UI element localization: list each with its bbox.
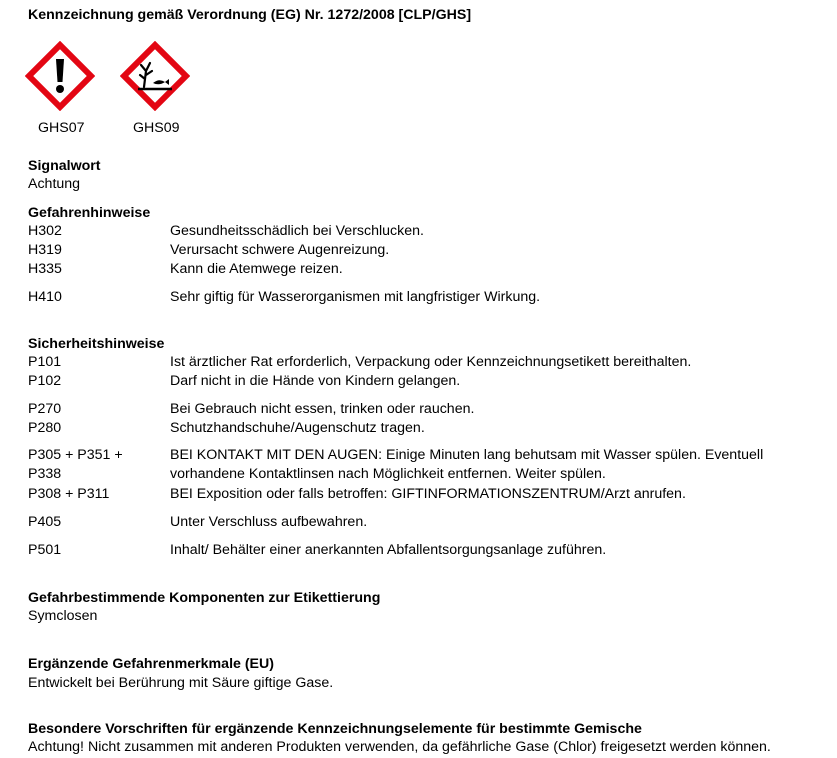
precaution-text: Unter Verschluss aufbewahren. [170,514,368,530]
precaution-code: P338 [28,466,62,482]
precaution-code: P308 + P311 [28,486,110,502]
precaution-code: P102 [28,373,62,389]
precaution-code: P501 [28,542,62,558]
hazard-code: H410 [28,289,62,305]
hazard-text: Gesundheitsschädlich bei Verschlucken. [170,223,424,239]
precaution-text: Darf nicht in die Hände von Kindern gelangen. [170,373,461,389]
precaution-text: Schutzhandschuhe/Augenschutz tragen. [170,420,425,436]
components-heading: Gefahrbestimmende Komponenten zur Etikettierung [28,590,381,606]
signal-heading: Signalwort [28,158,101,174]
precaution-code: P280 [28,420,62,436]
precaution-text: vorhandene Kontaktlinsen nach Möglichkeit entfernen. Weiter spülen. [170,466,606,482]
hazard-text: Verursacht schwere Augenreizung. [170,242,390,258]
pictogram-code: GHS07 [38,120,85,136]
special-value: Achtung! Nicht zusammen mit anderen Produkten verwenden, da gefährliche Gase (Chlor) freigesetzt werden können. [28,739,771,755]
precaution-code: P270 [28,401,62,417]
hazards-heading: Gefahrenhinweise [28,205,151,221]
special-heading: Besondere Vorschriften für ergänzende Kennzeichnungselemente für bestimmte Gemische [28,721,642,737]
pictogram-code: GHS09 [133,120,180,136]
supplemental-value: Entwickelt bei Berührung mit Säure giftige Gase. [28,675,334,691]
precaution-text: Bei Gebrauch nicht essen, trinken oder rauchen. [170,401,475,417]
hazard-text: Kann die Atemwege reizen. [170,261,343,277]
pictogram-ghs09 [120,41,190,111]
hazard-code: H335 [28,261,62,277]
precaution-text: Inhalt/ Behälter einer anerkannten Abfallentsorgungsanlage zuführen. [170,542,607,558]
components-value: Symclosen [28,608,98,624]
environment-hazard-icon [120,41,190,111]
hazard-code: H319 [28,242,62,258]
pictogram-ghs07 [25,41,95,111]
precaution-code: P305 + P351 + [28,447,123,463]
precaution-code: P101 [28,354,62,370]
signal-value: Achtung [28,176,81,192]
page-title: Kennzeichnung gemäß Verordnung (EG) Nr. 1272/2008 [CLP/GHS] [28,7,472,23]
supplemental-heading: Ergänzende Gefahrenmerkmale (EU) [28,656,274,672]
precaution-text: Ist ärztlicher Rat erforderlich, Verpackung oder Kennzeichnungsetikett bereithalten. [170,354,692,370]
precaution-text: BEI Exposition oder falls betroffen: GIFTINFORMATIONSZENTRUM/Arzt anrufen. [170,486,686,502]
hazard-text: Sehr giftig für Wasserorganismen mit langfristiger Wirkung. [170,289,541,305]
hazard-code: H302 [28,223,62,239]
precaution-text: BEI KONTAKT MIT DEN AUGEN: Einige Minuten lang behutsam mit Wasser spülen. Eventuell [170,447,764,463]
precaution-code: P405 [28,514,62,530]
exclamation-mark-icon [25,41,95,111]
precautions-heading: Sicherheitshinweise [28,336,165,352]
